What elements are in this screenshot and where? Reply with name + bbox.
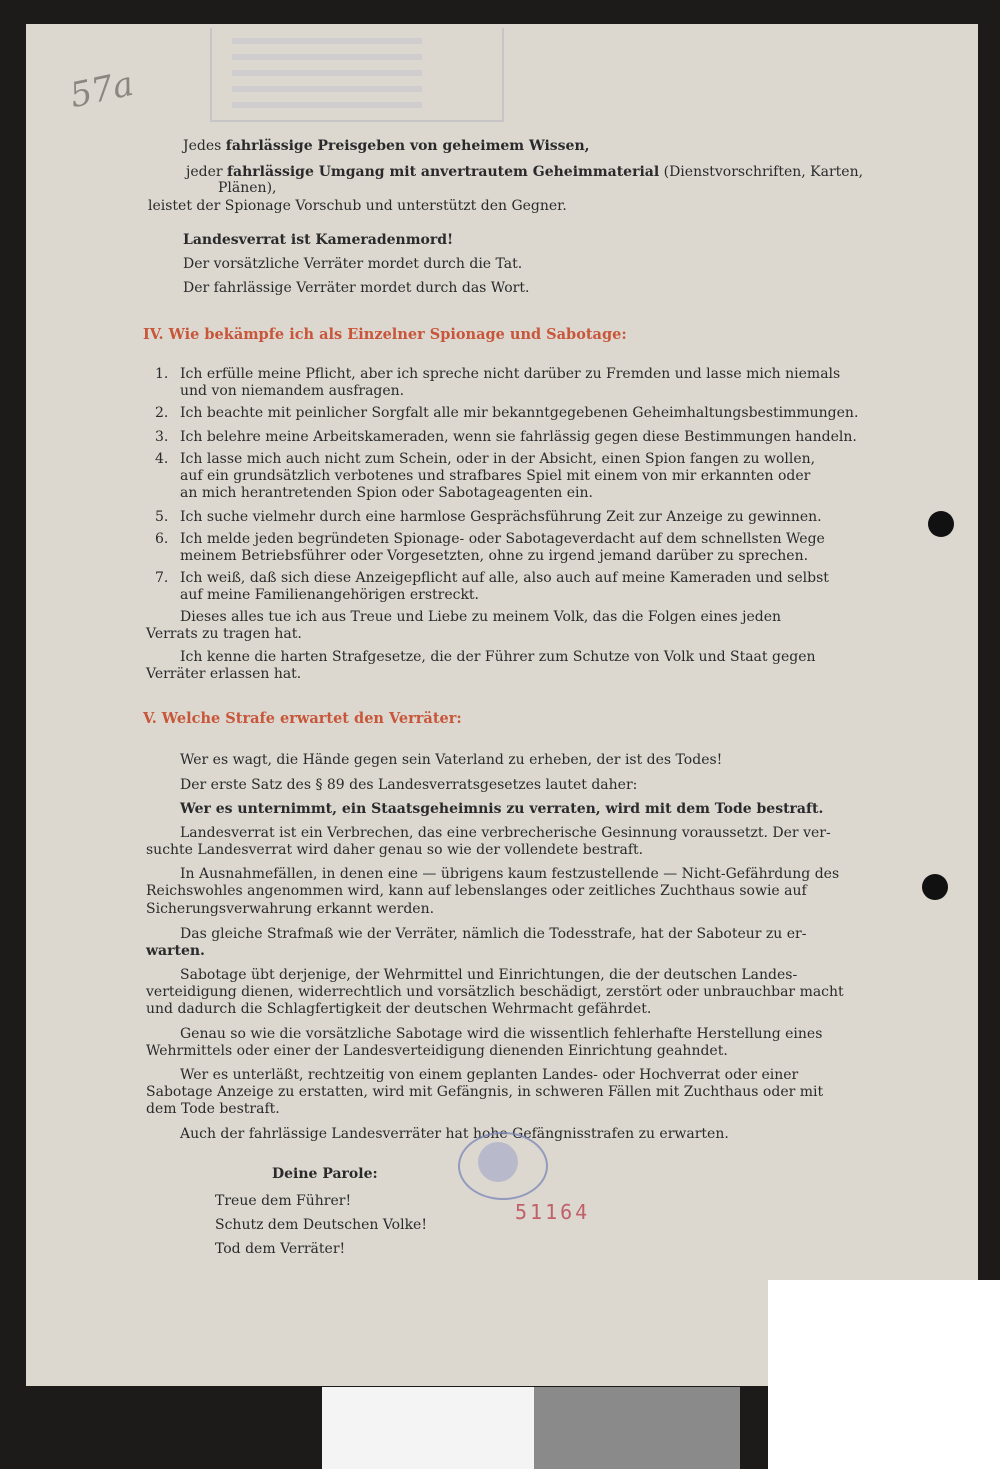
- intro-line: Landesverrat ist Kameradenmord!: [183, 232, 454, 248]
- item-line: Ich beachte mit peinlicher Sorgfalt alle mir bekanntgegebenen Geheimhaltungsbestimmungen.: [180, 405, 859, 421]
- paragraph-line: Wehrmittels oder einer der Landesverteidigung dienenden Einrichtung geahndet.: [146, 1043, 728, 1059]
- item-line: Ich erfülle meine Pflicht, aber ich spreche nicht darüber zu Fremden und lasse mich niemals: [180, 366, 841, 382]
- paragraph-line: verteidigung dienen, widerrechtlich und vorsätzlich beschädigt, zerstört oder unbrauchbar macht: [146, 984, 844, 1000]
- intro-line: Der vorsätzliche Verräter mordet durch die Tat.: [183, 256, 523, 272]
- paragraph-line: Reichswohles angenommen wird, kann auf lebenslanges oder zeitliches Zuchthaus sowie auf: [146, 883, 807, 899]
- section-heading: V. Welche Strafe erwartet den Verräter:: [143, 710, 462, 727]
- paragraph-line: Wer es unterläßt, rechtzeitig von einem geplanten Landes- oder Hochverrat oder einer: [180, 1067, 799, 1083]
- paragraph-line: Auch der fahrlässige Landesverräter hat hohe Gefängnisstrafen zu erwarten.: [180, 1126, 729, 1142]
- paragraph-line: Wer es wagt, die Hände gegen sein Vaterland zu erheben, der ist des Todes!: [180, 752, 723, 768]
- paragraph-line: Wer es unternimmt, ein Staatsgeheimnis zu verraten, wird mit dem Tode bestraft.: [180, 801, 824, 817]
- parole-line: Tod dem Verräter!: [215, 1241, 346, 1257]
- scan-calibration-grey: [534, 1387, 740, 1469]
- paragraph-line: Sabotage übt derjenige, der Wehrmittel und Einrichtungen, die der deutschen Landes-: [180, 967, 798, 983]
- item-line: Ich belehre meine Arbeitskameraden, wenn sie fahrlässig gegen diese Bestimmungen handeln.: [180, 429, 857, 445]
- punch-hole: [922, 874, 948, 900]
- parole-line: Schutz dem Deutschen Volke!: [215, 1217, 427, 1233]
- faint-receipt-stamp: [210, 28, 504, 122]
- handwritten-note: 57a: [66, 63, 138, 117]
- paragraph-line: dem Tode bestraft.: [146, 1101, 280, 1117]
- intro-line: leistet der Spionage Vorschub und unterstützt den Gegner.: [148, 198, 567, 214]
- paragraph-line: Ich kenne die harten Strafgesetze, die der Führer zum Schutze von Volk und Staat gegen: [180, 649, 816, 665]
- punch-hole: [928, 511, 954, 537]
- item-number: 7.: [155, 570, 169, 586]
- paragraph-line: Sicherungsverwahrung erkannt werden.: [146, 901, 435, 917]
- item-line: meinem Betriebsführer oder Vorgesetzten, ohne zu irgend jemand darüber zu sprechen.: [180, 548, 809, 564]
- paragraph-line: Dieses alles tue ich aus Treue und Liebe zu meinem Volk, das die Folgen eines jeden: [180, 609, 782, 625]
- paragraph-line: suchte Landesverrat wird daher genau so wie der vollendete bestraft.: [146, 842, 644, 858]
- item-line: Ich melde jeden begründeten Spionage- oder Sabotageverdacht auf dem schnellsten Wege: [180, 531, 825, 547]
- item-line: auf ein grundsätzlich verbotenes und strafbares Spiel mit einem von mir erkannten oder: [180, 468, 811, 484]
- archive-number-stamp: 51164: [515, 1200, 591, 1224]
- paragraph-line: Genau so wie die vorsätzliche Sabotage wird die wissentlich fehlerhafte Herstellung eines: [180, 1026, 823, 1042]
- eagle-emblem-icon: [478, 1142, 518, 1182]
- item-number: 6.: [155, 531, 169, 547]
- paragraph-line: Landesverrat ist ein Verbrechen, das eine verbrecherische Gesinnung voraussetzt. Der ver-: [180, 825, 831, 841]
- item-number: 5.: [155, 509, 169, 525]
- parole-line: Treue dem Führer!: [215, 1193, 352, 1209]
- intro-line: Jedes fahrlässige Preisgeben von geheimem Wissen,: [183, 138, 590, 154]
- paragraph-line: und dadurch die Schlagfertigkeit der deutschen Wehrmacht gefährdet.: [146, 1001, 652, 1017]
- item-line: Ich lasse mich auch nicht zum Schein, oder in der Absicht, einen Spion fangen zu wollen,: [180, 451, 816, 467]
- scan-calibration-white: [322, 1387, 534, 1469]
- item-number: 4.: [155, 451, 169, 467]
- item-line: an mich herantretenden Spion oder Sabotageagenten ein.: [180, 485, 593, 501]
- section-heading: IV. Wie bekämpfe ich als Einzelner Spionage und Sabotage:: [143, 326, 627, 343]
- paragraph-line: Sabotage Anzeige zu erstatten, wird mit Gefängnis, in schweren Fällen mit Zuchthaus oder mit: [146, 1084, 824, 1100]
- item-number: 2.: [155, 405, 169, 421]
- paragraph-line: Das gleiche Strafmaß wie der Verräter, nämlich die Todesstrafe, hat der Saboteur zu er-: [180, 926, 807, 942]
- paragraph-line: warten.: [146, 943, 205, 959]
- paragraph-line: Verrats zu tragen hat.: [146, 626, 302, 642]
- intro-line: jeder fahrlässige Umgang mit anvertrautem Geheimmaterial (Dienstvorschriften, Karten,: [186, 164, 864, 180]
- item-line: und von niemandem ausfragen.: [180, 383, 405, 399]
- intro-line: Der fahrlässige Verräter mordet durch das Wort.: [183, 280, 530, 296]
- item-line: Ich weiß, daß sich diese Anzeigepflicht auf alle, also auch auf meine Kameraden und selbst: [180, 570, 829, 586]
- item-line: auf meine Familienangehörigen erstreckt.: [180, 587, 480, 603]
- paragraph-line: Verräter erlassen hat.: [146, 666, 302, 682]
- paragraph-line: Der erste Satz des § 89 des Landesverratsgesetzes lautet daher:: [180, 777, 638, 793]
- item-number: 3.: [155, 429, 169, 445]
- item-number: 1.: [155, 366, 169, 382]
- parole-heading: Deine Parole:: [272, 1166, 378, 1182]
- white-overlay: [768, 1280, 1000, 1469]
- item-line: Ich suche vielmehr durch eine harmlose Gesprächsführung Zeit zur Anzeige zu gewinnen.: [180, 509, 822, 525]
- paragraph-line: In Ausnahmefällen, in denen eine — übrigens kaum festzustellende — Nicht-Gefährdung des: [180, 866, 840, 882]
- intro-line: Plänen),: [218, 180, 277, 196]
